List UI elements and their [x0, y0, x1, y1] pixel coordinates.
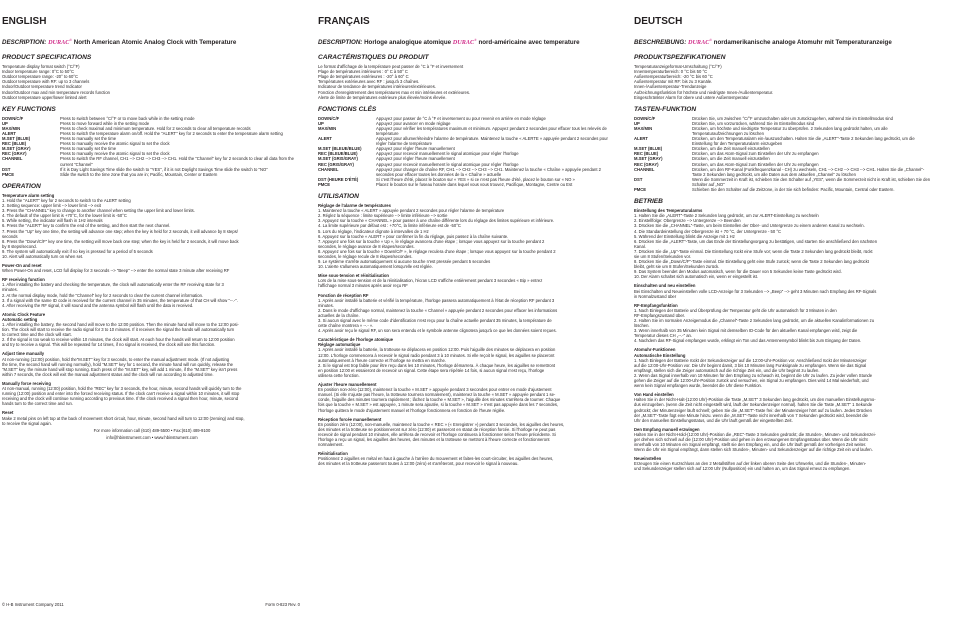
text-line: to receive the signal again. [2, 420, 52, 426]
text-line: Temperatur dieses CH „--.-" an. [634, 333, 693, 339]
description-label: DESCRIPTION: [2, 39, 47, 47]
key-name: M.SET (BLEUE/BLUE) [318, 146, 362, 152]
key-name: PMCE [634, 187, 647, 193]
text-line: 1. Nach Einlegen der Batterie und Überprüfung der Temperatur geht die Uhr automatisch für 3 Minuten in den [634, 307, 837, 313]
brand-name: DURAC [48, 39, 70, 47]
text-line: 6. Drücken Sie die „ALERT"-Taste, um das Ende der Einstellungvorgang zu bestätigen, und starten Sie anschließend den nächsten [634, 238, 878, 244]
language-heading-german: DEUTSCH [634, 16, 683, 27]
text-line: 5. Lors du réglage, l'indicateur clignote à intervalles de 1 Hz [318, 228, 429, 234]
section-heading: KEY FUNCTIONS [2, 105, 56, 113]
section-heading: CARACTÉRISTIQUES DU PRODUIT [318, 54, 429, 62]
text-line: löschen. [634, 323, 650, 329]
english-column [2, 10, 302, 610]
paragraph [634, 308, 934, 344]
key-description: Press to check maximal and minimum temperature. Hold for 2 seconds to clear all temperature records [60, 125, 251, 131]
subsection-heading: Caractéristique de l'horloge atomique [318, 337, 393, 343]
key-description: Appuyez pour allumer/éteindre l'alarme de température. Maintenez la touche « ALERTE » appuyée pendant 2 secondes pour régler l'alarme de température [376, 136, 608, 147]
text-line: receiving and the clock will continue running according to previous time. If the clock received a signal then hour, minute, second [2, 396, 239, 402]
paragraph [2, 282, 302, 307]
text-line: secondes, le réglage avance de 8 étapes/secondes. [318, 243, 415, 249]
key-description: Drücken, um den RF-Kanal (Funkfrequenzkanal - CH) zu wechseln, CH1 --> CH2 --> CH3 --> CH1. Halten Sie die „Channel"-Taste 2 Sekunden lang gedrückt, um alle Daten aus dem aktuellen „Channel" zu löschen [692, 166, 925, 177]
key-function-row [2, 172, 302, 177]
key-description: Press to manually receive the atomic signal to set the clock [60, 151, 170, 157]
key-function-table [634, 116, 934, 192]
text-line: fois que la touche « M.SET » est appuyée, 1 minute sera ajoutée, si la touche « M.SET » n'est pas appuyée dans les 7 secondes, [318, 402, 559, 408]
language-heading-english: ENGLISH [2, 16, 47, 27]
description-line-english [2, 36, 302, 47]
text-line: 3. Wenn innerhalb von 35 Minuten kein Signal mit demselben ID-Code für den aktuellen Kanal empfangen wird, zeigt die [634, 328, 858, 334]
paragraph [318, 422, 618, 447]
description-line-german [634, 36, 934, 47]
text-line: Aufzeichnungsfunktion für höchste und niedrigste Innen-/Außentemperatur. [634, 89, 774, 95]
durac-logo [48, 39, 72, 46]
text-line: 1. Après avoir installé la batterie, la trotteuse se déplacera en position 12:00. Puis l'aiguille des minutes se déplacera en position [318, 347, 556, 353]
key-name: UP [2, 120, 8, 126]
text-line: Lors de la mise sous-tension et de la réinitialisation, l'écran LCD s'affiche entièrement pendant 3 secondes « Bip » entrez [318, 278, 543, 284]
paragraph [318, 456, 618, 466]
key-name: DST (HEURE D'ÉTÉ) [318, 176, 359, 182]
key-function-row [634, 126, 934, 136]
text-line: Températures extérieures avec RF : jusqu'à 3 chaînes. [318, 79, 420, 85]
text-line: 8. Press the "Down/C/F" key one time, the setting will move back one step; when the key is held for 2 seconds, it will move back [2, 238, 239, 244]
key-name: CHANNEL [2, 156, 23, 162]
subsection-heading: Power-On and reset [2, 263, 42, 269]
key-description: Schieben Sie den Schalter auf die Zeitzone, in der Sie sich befinden: Pacific, Mountain, Central oder Eastern. [692, 187, 895, 193]
text-line: 1. After installing the battery and checking the temperature, the clock will automatically enter the RF receiving state for 3 [2, 282, 224, 288]
subsection-heading: Réception forcée manuellement [318, 416, 382, 422]
text-line: minutes. [2, 287, 18, 293]
text-line: ger drehen sich schnell auf die (12:00 Uhr)-Position und gehen in den erzwungenen Empfangsstatus über. Wenn die Uhr nicht [634, 436, 868, 442]
text-line: Außentemperaturbereich: -20 °C bis 60 °C [634, 74, 713, 80]
form-number: Form 0-823 Rev. 0 [265, 602, 300, 607]
key-name: MAX/MIN [2, 125, 21, 131]
text-line: 4. La limite supérieure par défaut est : +70°C, la limite inférieure est de -50°C [318, 223, 461, 229]
text-line: 1. After installing the battery, the second hand will move to the 12:00 position. Then the minute hand will move to the 12:00 posi- [2, 322, 239, 327]
text-line: Indoor temperature range: 0°C to 50°C [2, 69, 75, 75]
subsection-heading: Automatic setting [2, 316, 38, 322]
german-column [634, 10, 934, 610]
text-line: 2. Dans le mode d'affichage normal, maintenez la touche « Channel » appuyée pendant 2 secondes pour effacer les informations [318, 307, 558, 313]
text-line: 3. Drücken Sie die „CHANNEL"-Taste, um beim Einstellen der Ober- und Untergrenze zu einem anderen Kanal zu wechseln. [634, 223, 865, 229]
text-line: wenn kein Signal empfangen wurde, beendet die Uhr diese Funktion. [634, 383, 763, 389]
key-function-table [318, 116, 618, 187]
key-description: Press to manually set the time [60, 136, 117, 142]
text-line: automatiquement à l'heure correcte et l'horloge se mettra en marche. [318, 357, 446, 363]
brand-name: DURAC [452, 39, 475, 47]
description-prefix: Horloge analogique atomique [362, 39, 453, 47]
text-line: 8. Drücken Sie die „Down/C/F"-Taste einmal. Die Einstellung geht eine Stufe zurück; wenn die Taste 2 Sekunden lang gedrückt [634, 259, 869, 265]
brand-name: DURAC [688, 39, 710, 47]
description-line-french [318, 36, 618, 47]
key-function-row [634, 136, 934, 146]
text-line: 10. Alert will automatically turn on when set. [2, 253, 84, 259]
text-line: der „M.SET"-Taste fügt eine Minute hinzu. wenn die „M.SET"-Taste nicht innerhalb von 7 Sekunden gedrückt wird, beendet die [634, 412, 868, 418]
text-line: Innen-/Außentemperatur-Trendanzeige [634, 84, 707, 90]
key-name: REC (GRIS/GRAY) [318, 161, 354, 167]
key-name: MAX/MIN [634, 125, 653, 131]
text-line: 1. Hold the "ALERT" key for 2 seconds to switch to the ALERT setting [2, 197, 131, 203]
key-description: Wenn die Sommerzeit in Kraft ist, schieben Sie den Schalter auf „YES", wenn die Sommerzeit nicht in Kraft ist, schieben Sie den Schalter auf „NO" [692, 176, 931, 187]
text-line: and try to receive a signal. This will be repeated for 14 times, if no signal is received, the clock will use this function. [2, 342, 216, 348]
text-line: 2. Setting sequence: upper limit --> lower limit --> exit [2, 203, 101, 209]
text-line: normalement. [318, 442, 344, 448]
key-name: REC (GRAY) [2, 151, 27, 157]
text-line: Outdoor temperature range: -20° to 60°C [2, 74, 78, 80]
text-line: "M.SET" key, the minute hand will stop running. Each press of the "M.SET" key, will add 1 minute, if the "M.SET" key isn't press [2, 366, 238, 372]
text-line: utilisera cette fonction. [318, 372, 360, 378]
subsection-heading: Von Hand einstellen [634, 392, 674, 398]
key-name: REC (BLUE) [634, 151, 659, 157]
paragraph [318, 278, 618, 288]
key-function-table [2, 116, 302, 177]
text-line: l'affichage normal 3 minutes après avoir reçu RF [318, 283, 408, 289]
description-text: North American Atomic Analog Clock with Temperature [72, 39, 237, 47]
paragraph [2, 357, 302, 377]
text-line: En position zéro (12:00), non-manuelle, maintenez la touche « REC » (« Enregistrer ») pendant 3 secondes, les aiguilles des heures, [318, 421, 565, 427]
key-function-row [634, 167, 934, 177]
text-line: to correct time and the clock will start. [2, 332, 72, 338]
paragraph [634, 358, 934, 389]
text-line: des minutes et la trotteuse se positionneront sur zéro (12:00) et passeront en statut de réception forcée. Si l'horloge ne peut pas [318, 426, 556, 432]
section-heading: OPERATION [2, 182, 41, 190]
text-line: innerhalb von 10 Minuten ein Signal empfängt, stellt sie den Empfang ein, und die Uhr läuft gemäß der vorherigen Zeit weiter. [634, 442, 867, 448]
text-line: RF-Empfangszustand über. [634, 312, 685, 318]
key-description: Drücken, um die Zeit manuell einzustellen [692, 146, 770, 152]
text-line: 10. Der Alarm schaltet sich automatisch ein, wenn er eingestellt ist. [634, 274, 759, 280]
subsection-heading: Den Empfang manuell erzwingen [634, 426, 700, 432]
key-description: Appuyez pour vérifier les températures maximum et minimum. Appuyez pendant 2 secondes pour effacer tous les relevés de température [376, 125, 607, 136]
footer [2, 602, 300, 607]
key-description: Slide the switch to the time zone that you are in; Pacific, Mountain, Center or Eastern [60, 171, 218, 177]
key-description: Drücken, um das Atom-Signal zum Einstellen der Uhr zu empfangen [692, 161, 819, 167]
text-line: 2. Einstellfolge: Obergrenze --> Untergrenze --> Beenden [634, 218, 741, 224]
section-heading: UTILISATION [318, 193, 359, 201]
text-line: cette chaîne montrera « --.- ». [318, 323, 374, 329]
section-heading: BETRIEB [634, 198, 663, 206]
key-name: MAX/MIN [318, 125, 337, 131]
key-name: PMCE [2, 171, 15, 177]
text-line: 5. Während der Einstellung blinkt die Anzeige mit 1 Hz [634, 233, 735, 239]
text-line: At non-running (12:00) position, hold the"M.SET" key for 3 seconds, to enter the manual adjustment mode. (If not adjusting [2, 356, 230, 362]
text-line: 4. The default of the upper limit is +70°C, for the lower limit is -50°C [2, 213, 127, 219]
key-description: Press to switch the RF channel, CH1 --> CH2 --> CH3 --> CH1. Hold the "Channel" key for 2 seconds to clear all data from the current "Channel" [60, 156, 294, 167]
key-description: Drücken, um die Zeit manuell einzustellen [692, 156, 770, 162]
text-line: Außentemperatur mit RF: bis zu 3 Kanäle. [634, 79, 713, 85]
text-line: 1. Nach Einlegen der Batterie rückt der Sekundenzeiger auf die 12:00-Uhr-Position vor. Anschließend rückt der Minutenzeiger [634, 357, 867, 363]
text-line: Innentemperaturbereich: 0 °C bis 50 °C [634, 69, 708, 75]
key-name: UP [634, 120, 640, 126]
text-line: Indoor/Outdoor temperature trend Indicator [2, 84, 82, 90]
paragraph [318, 387, 618, 412]
paragraph [2, 322, 302, 347]
text-line: 4. Nachdem das RF-Signal empfangen wurde, erklingt ein Ton und das Antennensymbol blinkt bis zum Eingang der Daten. [634, 338, 862, 344]
subsection-heading: Mise sous-tension et réinitialisation [318, 273, 389, 279]
key-name: REC (GRAY) [634, 161, 659, 167]
text-line: actuelles de la chaîne. [318, 312, 360, 318]
text-line: Eingeschränkter Alarm für obere und untere Außentemperatur [634, 94, 749, 100]
subsection-heading: Automatische Einstellung [634, 352, 686, 358]
text-line: en position 12:00 et essaieront de recevoir un signal. Cette étape sera répétée 14 fois, si aucun signal n'est reçu, l'horloge [318, 367, 545, 373]
description-label: BESCHREIBUNG: [634, 39, 687, 47]
text-line: When Power-On and reset, LCD full display for 3 seconds --> "Beep" --> enter the normal state 3 minute after receiving RF [2, 268, 230, 274]
key-description: Appuyez pour recevoir manuellement le signal atomique pour régler l'horloge [376, 151, 519, 157]
text-line: Halten Sie in der Nicht-Hold-(12:00 Uhr)-Position die „REC"-Taste 3 Sekunden gedrückt; die Stunden-, Minuten- und Sekundenzei- [634, 431, 876, 437]
text-line: 3. Si aucun signal avec le même code d'identification n'est reçu pour la chaîne actuelle pendant 35 minutes, la température de [318, 318, 552, 323]
key-function-row [318, 126, 618, 136]
key-name: M.SET (BLUE) [634, 146, 663, 152]
text-line: recevoir de signal pendant 10 minutes, elle arrêtera de recevoir et l'horloge continuera à fonctionner selon l'heure précédente. Si [318, 431, 556, 437]
text-line: 4. After receiving the RF signal, it will sound and the antenna symbol will flash until the data is received. [2, 302, 194, 308]
text-line: within 7 seconds, the clock will exit the manual adjustment status and the clock will run according to adjusted time. [2, 371, 214, 377]
subsection-heading: Réinitialisation [318, 451, 348, 457]
text-line: At non-manual, running (12:00) position, hold the "REC" key for 3 seconds, the hour, minute, second hands will quickly turn to the [2, 386, 242, 392]
key-name: REC (BLEUE/BLUE) [318, 151, 358, 157]
language-heading-french: FRANÇAIS [318, 16, 370, 27]
text-line: the time, the second hand will running normally), hold "M.SET" key for 1 second, the minute hand will run quickly, release the [2, 361, 233, 367]
section-heading: PRODUCT SPECIFICATIONS [2, 54, 92, 62]
text-line: tion. The clock will start to receive the radio signal for 3 to 10 minutes. If it receives the signal the hands will automatically turn [2, 327, 235, 333]
key-description: Drücken, um höchste und niedrigste Temperatur zu überprüfen. 2 Sekunden lang gedrückt halten, um alle Temperaturaufzeichnungen zu löschen [692, 125, 888, 136]
text-line: Erzeugen Sie einen Kurzschluss an den 2 Metallstiften auf der linken oberen Seite des Uhrwerks, und die Stunden-, Minuten- [634, 461, 867, 467]
subsection-heading: Atomuhr-Funktionen [634, 347, 676, 353]
text-line: 2. Halten Sie im normalen Anzeigemodus die „Channel"-Taste 2 Sekunden lang gedrückt, um die aktuellen Kanalinformationen zu [634, 318, 875, 323]
subsection-heading: Adjust time manually [2, 351, 45, 357]
text-line: Halten Sie in der Nicht-Halt-(12:00 Uhr)-Position die Taste „M.SET" 3 Sekunden lang gedrückt, um den manuellen Einstellungsmo- [634, 397, 876, 403]
registered-mark: ® [709, 38, 712, 42]
subsection-heading: RF-Empfangsfunktion [634, 302, 678, 308]
subsection-heading: Manually force receiving [2, 380, 51, 386]
paragraph [2, 386, 302, 406]
spec-list [634, 64, 934, 100]
text-line: und Sekundenzeiger stellen sich auf 12:00 Uhr (Nullposition) ein und halten an, um das Signal erneut zu empfangen. [634, 466, 851, 472]
text-line: 12:00. L'horloge commencera à recevoir le signal radio pendant 3 à 10 minutes. Si elle reçoit le signal, les aiguilles se placeront [318, 352, 555, 358]
subsection-heading: Ajuster l'heure manuellement [318, 382, 377, 388]
paragraph [2, 416, 302, 426]
key-description: Appuyez pour passer de °C à °F et inversement ou pour revenir en arrière en mode réglage [376, 115, 546, 121]
paragraph [634, 289, 934, 299]
text-line: hands turn to the correct time and run. [2, 401, 73, 407]
spec-list [318, 64, 618, 100]
text-line: 7. Press the "Up" key one time, the setting will advance one step; when the key is held for 2 seconds, it will advance by 8 steps/ [2, 228, 238, 234]
subsection-heading: Neueinstellen [634, 456, 662, 462]
registered-mark: ® [474, 38, 477, 42]
section-heading: PRODUKTSPEZIFIKATIONEN [634, 54, 726, 62]
key-name: DST [634, 176, 643, 182]
text-line: l'horloge quittera le mode d'ajustement manuel et l'horloge fonctionnera en fonction de l'heure réglée. [318, 407, 506, 413]
key-description: If it is Day Light Savings Time slide the switch to "YES", if it is not Daylight Savings Time slide the switch to "NO" [60, 166, 268, 172]
key-name: CHANNEL [318, 166, 339, 172]
key-function-row [318, 167, 618, 177]
text-line: 7. Appuyez une fois sur la touche « Up », le réglage avancera d'une étape ; lorsque vous appuyez sur la touche pendant 2 [318, 238, 545, 244]
key-function-row [634, 187, 934, 192]
text-line: Indoor/Outdoor max and min temperature records function [2, 89, 110, 95]
text-line: Le format d'affichage de la température peut passer de °C à °F et inversement [318, 64, 464, 70]
key-description: Press to switch between °C/°F or to move back while in the setting mode [60, 115, 195, 121]
key-description: Appuyez pour changer de chaîne RF, CH1 --> CH2 --> CH3 --> CH1. Maintenez la touche « Chaîne » appuyée pendant 2 secondes pour effacer toutes les données de la « Chaîne » actuelle [376, 166, 601, 177]
key-function-row [318, 136, 618, 146]
description-text: nord-américaine avec temperature [476, 39, 580, 47]
text-line: empfängt, stellen sich die Zeiger automatisch auf die richtige Zeit ein, und die Uhr beginnt zu laufen. [634, 367, 820, 373]
key-description: Drücken Sie, um zwischen °C/°F umzuschalten oder um zurückzugehen, während Sie im Einstellmodus sind [692, 115, 893, 121]
key-name: REC (BLUE) [2, 141, 27, 147]
text-line: seconds [2, 233, 18, 239]
copyright: © H-B Instrument Company 2011 [2, 602, 64, 607]
text-line: Positionnez 2 aiguilles en métal en haut à gauche à l'arrière du mouvement et faites-les court-circuiter, les aiguilles des heures, [318, 456, 554, 462]
text-line: 9. The system will automatically exit if no key is pressed for a period of 5 seconds [2, 248, 153, 254]
key-description: Press to move forward while in the setting mode [60, 120, 150, 126]
text-line: 6. Press the "ALERT" key to confirm the end of the setting, and then start the next channel. [2, 223, 171, 229]
key-description: Appuyez pour recevoir manuellement le signal atomique pour régler l'horloge [376, 161, 519, 167]
text-line: 2. Réglez la séquence : limite supérieure --> limite inférieure --> sortie [318, 213, 448, 219]
registered-mark: ® [69, 38, 73, 42]
text-line: Temperaturanzeigeformat-Umschaltung (°C/°F) [634, 64, 722, 70]
text-line: 3. Appuyez sur la touche « CHANNEL » pour passer à une chaîne différente lors du réglage des limites supérieure et inférieure. [318, 218, 555, 224]
text-line: 1. Après avoir installé la batterie et vérifié la température, l'horloge passera automatiquement à l'état de réception RF pendant 3 [318, 297, 555, 303]
text-line: Outdoor temperature with RF: up to 3 channels [2, 79, 90, 85]
paragraph [634, 461, 934, 471]
text-line: bleibt, geht sie um 8 Stufen/Sekunden zurück. [634, 264, 720, 270]
text-line: Plage de températures extérieures : -20° à 60° C [318, 74, 409, 80]
key-name: CHANNEL [634, 166, 655, 172]
spec-list [2, 64, 302, 100]
text-line: Indicateur de tendance de températures intérieures/extérieures. [318, 84, 437, 90]
text-line: 1. Maintenez la touche « ALERT » appuyée pendant 2 secondes pour régler l'alarme de température [318, 208, 505, 214]
text-line: 4. Après avoir reçu le signal RF, un son sera entendu et le symbole antenne clignotera jusqu'à ce que les données soient reçues. [318, 328, 557, 334]
key-description: Press to manually set the time [60, 146, 117, 152]
key-description: Si c'est l'heure d'été, placez le bouton sur « YES » si ce n'est pas l'heure d'été, placez le bouton sur « NO » [376, 176, 575, 182]
key-name: UP [318, 120, 324, 126]
text-line: 3. If a signal with the same ID code is received for the current channel in 35 minutes, the temperature of that CH will show "--.-". [2, 297, 238, 303]
key-name: DOWN/C/F [2, 115, 24, 121]
subsection-heading: Einschalten und neu einstellen [634, 283, 696, 289]
text-line: 4. Die Standardeinstellung der Obergrenze ist + 70 °C, der Untergrenze - 50 °C [634, 228, 782, 234]
contact-phone: For more information call (610) 489-5500 • Fax:(610) 489-9100 [93, 427, 211, 433]
text-line: dus einzugeben. (wenn die Zeit nicht eingestellt wird, läuft der Sekundenzeiger normal). halten Sie die Taste „M.SET" 1 Sekunde [634, 402, 873, 408]
text-line: 1. Halten Sie die „ALERT"-Taste 2 Sekunden lang gedrückt, um zur ALERT-Einstellung zu wechseln [634, 213, 819, 219]
subsection-heading: Einstellung des Temperaturalarms [634, 208, 703, 214]
text-line: 2. At the normal display mode, hold the "Channel" key for 2 seconds to clear the current channel information. [2, 292, 204, 298]
key-name: DOWN/C/F [634, 115, 656, 121]
text-line: auf die 12:00-Uhr-Position vor. Die Uhr beginnt damit, 3 bis 10 Minuten lang Funksignale zu empfangen. Wenn sie das Signal [634, 362, 867, 368]
key-name: ALERT [2, 131, 16, 136]
text-line: 5. While setting, the indicator will flash in 1Hz intervals [2, 218, 103, 224]
subsection-heading: Réglage automatique [318, 342, 361, 348]
key-name: M.SET (GRAY) [634, 156, 663, 162]
text-line: 2. If the signal is too weak to receive within 10 minutes, the clock will start. At each hour the hands will return to 12:00 position [2, 337, 235, 343]
key-function-row [318, 182, 618, 187]
text-line: 6. Appuyez sur la touche « ALERT » pour confirmer la fin du réglage, puis passez à la chaîne suivante. [318, 233, 509, 239]
key-description: Drücken, um das Atom-Signal zum Einstellen der Uhr zu empfangen [692, 151, 819, 157]
text-line: conde, l'aiguille des minutes tournera rapidement ; lâchez la touche « M.SET », l'aiguille des minutes s'arrêtera de tourner. Chaque [318, 397, 561, 403]
subsection-heading: Fonction de réception RF [318, 292, 369, 298]
key-description: Press to switch the temperature alarm on/off. Hold the "ALERT" key for 2 seconds to enter the temperature alarm setting [60, 131, 283, 136]
text-line: Temperature display format switch (°C/°F) [2, 64, 80, 70]
section-heading: TASTEN-FUNKTION [634, 105, 697, 113]
durac-logo [688, 39, 712, 46]
text-line: 3. Press the "CHANNEL" key to change to another channel when setting the upper limit and lower limits. [2, 208, 195, 214]
key-function-row [2, 156, 302, 166]
text-line: 10. L'alerte s'allumera automatiquement lorsqu'elle est réglée. [318, 264, 433, 270]
text-line: Wenn die Uhr ein Signal empfängt, dann stellen sich Stunden-, Minuten- und Sekundenzeiger auf die richtige Zeit ein und laufen. [634, 447, 873, 453]
text-line: 7. Drücken Sie die „Up"-Taste einmal. Die Einstellung rückt eine Stufe vor; wenn die Taste 2 Sekunden lang gedrückt bleibt, rückt [634, 248, 873, 254]
subsection-heading: RF receiving function [2, 277, 45, 283]
text-line: sie um 8 Stufen/Sekunden vor. [634, 253, 692, 259]
text-line: gedrückt; der Minutenzeiger läuft schnell; geben Sie die „M.SET"-Taste frei: der Minutenzeiger hört auf zu laufen. Jedes Drücken [634, 407, 872, 413]
text-line: Outdoor temperature upper/lower limited alert [2, 94, 87, 100]
key-description: Appuyez pour régler l'heure manuellement [376, 146, 455, 152]
text-line: by 8 steps/second. [2, 243, 37, 249]
paragraph [318, 298, 618, 334]
text-line: gehen die Zeiger auf die 12:00-Uhr-Position zurück und versuchen, ein Signal zu empfangen. Dies wird 14 Mal wiederholt, und [634, 378, 869, 384]
text-line: l'horloge a reçu un signal, les aiguilles des heures, des minutes et la trotteuse se mettront à l'heure correcte et fonctionneront [318, 436, 550, 442]
key-description: Appuyez pour régler l'heure manuellement [376, 156, 455, 162]
text-line: 8. Appuyez une fois sur la touche « Down/C/F », le réglage reculera d'une étape ; lorsque vous appuyez sur la touche pendant 2 [318, 248, 556, 254]
subsection-heading: Reset [2, 410, 14, 416]
paragraph [2, 268, 302, 273]
section-heading: FONCTIONS CLÉS [318, 105, 377, 113]
text-line: des minutes et la trotteuse passeront toutes à 12:00 (zéro) et s'arrêteront, pour recevoir le signal à nouveau. [318, 461, 519, 467]
text-line: En position non-zéro (12:00), maintenez la touche « M.SET » appuyée pendant 3 secondes pour entrer en mode d'ajustement [318, 387, 552, 393]
text-line: Plage de températures intérieures : 0° C à 50° C [318, 69, 408, 75]
text-line: Kanal. [634, 243, 646, 249]
key-description: Placez le bouton sur le fuseau horaire dans lequel vous vous trouvez, Pacifique, Montagne, Centre ou Est [376, 181, 573, 187]
key-name: M.SET (BLUE) [2, 136, 31, 142]
key-name: M.SET (GRAY) [2, 146, 31, 152]
text-line: Fonction d'enregistrement des températures max et min intérieures et extérieures. [318, 89, 471, 95]
durac-logo [453, 39, 477, 46]
text-line: 2. Si le signal est trop faible pour être reçu dans les 10 minutes, l'horloge démarrera. À chaque heure, les aiguilles se remettront [318, 362, 556, 368]
key-description: Drücken, um den Temperaturalarm ein-/auszuschalten. Halten Sie die „ALERT"-Taste 2 Sekunden lang gedrückt, um die Einstellung für den Temperaturalarm einzugeben [692, 136, 915, 147]
paragraph [634, 432, 934, 452]
step-list [2, 198, 302, 259]
description-label: DESCRIPTION: [318, 39, 363, 47]
key-description: Appuyez pour avancer en mode réglage [376, 120, 451, 126]
key-name: DOWN/C/F [318, 115, 340, 121]
text-line: Bei Einschalten und Neueinstellen volle LCD-Anzeige für 3 Sekunden --> „Beep" --> geht 3 Minuten nach Empfang des RF-Signals [634, 288, 877, 294]
step-list [318, 208, 618, 269]
key-description: Drücken Sie, um vorzurücken, während Sie im Einstellmodus sind [692, 120, 815, 126]
key-name: DST [2, 166, 11, 172]
key-function-row [634, 177, 934, 187]
key-name: ALERT [318, 136, 332, 142]
subsection-heading: Temperature alarm setting [2, 192, 55, 198]
text-line: in Normalzustand über [634, 293, 677, 299]
subsection-heading: Réglage de l'alarme de températures [318, 203, 391, 209]
paragraph [318, 347, 618, 378]
key-name: PMCE [318, 181, 331, 187]
text-line: 2. Wenn das Signal innerhalb von 10 Minuten für den Empfang zu schwach ist, beginnt die Uhr zu laufen. Zu jeder vollen Stunde [634, 372, 873, 378]
step-list [634, 213, 934, 279]
french-column [318, 10, 618, 610]
text-line: Uhr den manuellen Einstellungsstatus, und die Uhr läuft gemäß der eingestellten Zeit. [634, 417, 793, 423]
text-line: 9. Le système s'arrête automatiquement si aucune touche n'est pressée pendant 5 secondes [318, 259, 491, 265]
text-line: running (12:00) position and enter into the forced receiving status. If the clock can't receive a signal within 10 minutes, it will stop [2, 391, 240, 397]
text-line: secondes, le réglage recule de 8 étapes/secondes. [318, 253, 413, 259]
key-name: ALERT [634, 136, 648, 142]
text-line: 9. Das System beendet den Modus automatisch, wenn für die Dauer von 5 Sekunden keine Taste gedrückt wird. [634, 269, 842, 275]
paragraph [634, 397, 934, 422]
description-text: nordamerikanische analoge Atomuhr mit Temperaturanzeige [711, 39, 892, 47]
text-line: manuel. (Si elle n'ajuste pas l'heure, la trotteuse tournera normalement), maintenez la touche « M.SET » appuyée pendant 1 se- [318, 392, 556, 398]
text-line: Make 2 metal pins on left top at the back of movement short circuit, hour, minute, second hand will turn to 12:00 (zeroing) and stop, [2, 415, 245, 421]
key-name: M.SET (GRIS/GRAY) [318, 156, 358, 162]
text-line: Alerte de limite de températures extérieure plus élevée/moins élevée. [318, 94, 447, 100]
text-line: minutes. [318, 302, 334, 308]
key-description: Press to manually receive the atomic signal to set the clock [60, 141, 170, 147]
contact-web: info@hbinstrument.com • www.hbinstrument.com [106, 434, 198, 440]
subsection-heading: Atomic Clock Feature [2, 311, 46, 317]
